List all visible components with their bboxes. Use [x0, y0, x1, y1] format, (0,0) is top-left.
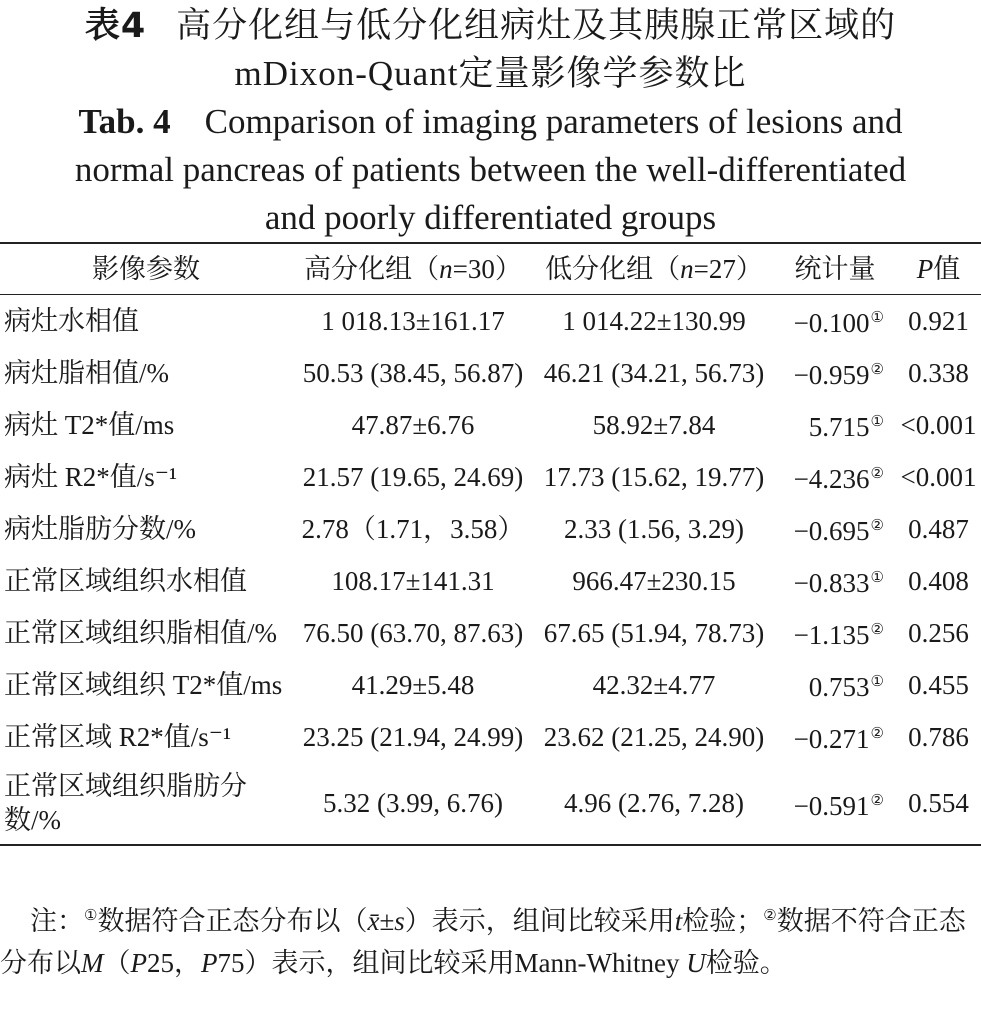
- table-note: 注：①数据符合正态分布以（x̄±s）表示，组间比较采用t检验；②数据不符合正态分布以M（P25，P75）表示，组间比较采用Mann-Whitney U检验。: [0, 906, 966, 978]
- poor-cell: 67.65 (51.94, 78.73): [543, 617, 765, 648]
- title-cn-line2: mDixon-Quant定量影像学参数比: [234, 54, 747, 93]
- well-cell: 41.29±5.48: [351, 669, 475, 700]
- stat-cell: −1.135②: [793, 620, 884, 650]
- header-row: [0, 243, 981, 295]
- title-cn-text1: 高分化组与低分化组病灶及其胰腺正常区域的: [176, 6, 897, 45]
- p-value-cell: 0.338: [908, 357, 969, 388]
- table-row: [0, 711, 981, 763]
- well-cell: 47.87±6.76: [351, 409, 475, 440]
- stat-cell: −0.695②: [793, 516, 884, 546]
- p-value-cell: 0.554: [908, 788, 969, 818]
- table-row: [0, 503, 981, 555]
- poor-cell: 42.32±4.77: [592, 669, 716, 700]
- param-cell: 病灶 R2*值/s⁻¹: [4, 461, 178, 492]
- well-cell: 50.53 (38.45, 56.87): [302, 357, 524, 388]
- param-cell: 正常区域组织水相值: [4, 565, 247, 596]
- poor-cell: 4.96 (2.76, 7.28): [564, 788, 744, 818]
- well-cell: 23.25 (21.94, 24.99): [302, 721, 524, 752]
- table-row: [0, 607, 981, 659]
- table-row: [0, 659, 981, 711]
- table-number-en: Tab. 4: [78, 102, 171, 141]
- title-en-line2: normal pancreas of patients between the well-differentiated: [74, 150, 907, 189]
- header-param: 影像参数: [92, 254, 200, 284]
- table-row: [0, 451, 981, 503]
- table-row: [0, 399, 981, 451]
- well-cell: 1 018.13±161.17: [321, 305, 505, 336]
- table-body: [0, 295, 981, 846]
- table-row: [0, 295, 981, 348]
- p-value-cell: 0.455: [908, 669, 969, 700]
- well-cell: 2.78（1.71，3.58）: [301, 513, 525, 544]
- title-cn-line1: [0, 2, 981, 50]
- param-cell: 正常区域组织脂肪分数/%: [4, 771, 247, 835]
- page: [0, 2, 981, 1013]
- table-row: [0, 347, 981, 399]
- stat-cell: 0.753①: [808, 672, 884, 702]
- title-en-line1: [0, 98, 981, 146]
- poor-cell: 966.47±230.15: [572, 565, 736, 596]
- table-row: [0, 555, 981, 607]
- stat-cell: −0.100①: [793, 308, 884, 338]
- stat-cell: −0.833①: [793, 568, 884, 598]
- header-well: 高分化组（n=30）: [304, 254, 522, 284]
- table-row: [0, 763, 981, 845]
- well-cell: 5.32 (3.99, 6.76): [323, 788, 503, 818]
- table-number-cn: 表4: [84, 6, 147, 46]
- param-cell: 病灶水相值: [4, 305, 139, 336]
- poor-cell: 46.21 (34.21, 56.73): [543, 357, 765, 388]
- poor-cell: 58.92±7.84: [592, 409, 716, 440]
- param-cell: 病灶脂相值/%: [4, 357, 169, 388]
- well-cell: 108.17±141.31: [331, 565, 495, 596]
- param-cell: 正常区域组织脂相值/%: [4, 617, 277, 648]
- param-cell: 正常区域组织 T2*值/ms: [4, 669, 283, 700]
- p-value-cell: <0.001: [900, 409, 977, 440]
- p-value-cell: 0.487: [908, 513, 969, 544]
- p-value-cell: 0.921: [908, 305, 969, 336]
- p-value-cell: 0.786: [908, 721, 969, 752]
- poor-cell: 17.73 (15.62, 19.77): [543, 461, 765, 492]
- stat-cell: −4.236②: [793, 464, 884, 494]
- param-cell: 病灶 T2*值/ms: [4, 409, 175, 440]
- well-cell: 76.50 (63.70, 87.63): [302, 617, 524, 648]
- poor-cell: 23.62 (21.25, 24.90): [543, 721, 765, 752]
- poor-cell: 2.33 (1.56, 3.29): [564, 513, 744, 544]
- stat-cell: −0.271②: [793, 724, 884, 754]
- p-value-cell: 0.256: [908, 617, 969, 648]
- stat-cell: −0.959②: [793, 360, 884, 390]
- header-p: P值: [916, 254, 961, 284]
- stat-cell: −0.591②: [793, 790, 884, 821]
- param-cell: 病灶脂肪分数/%: [4, 513, 196, 544]
- header-poor: 低分化组（n=27）: [545, 254, 763, 284]
- param-cell: 正常区域 R2*值/s⁻¹: [4, 721, 232, 752]
- data-table: [0, 242, 981, 846]
- well-cell: 21.57 (19.65, 24.69): [302, 461, 524, 492]
- header-stat: 统计量: [794, 254, 876, 284]
- title-en-text1: Comparison of imaging parameters of lesions and: [204, 102, 903, 141]
- stat-cell: 5.715①: [808, 412, 884, 442]
- p-value-cell: 0.408: [908, 565, 969, 596]
- title-en-line3: and poorly differentiated groups: [264, 198, 717, 237]
- p-value-cell: <0.001: [900, 461, 977, 492]
- poor-cell: 1 014.22±130.99: [562, 305, 746, 336]
